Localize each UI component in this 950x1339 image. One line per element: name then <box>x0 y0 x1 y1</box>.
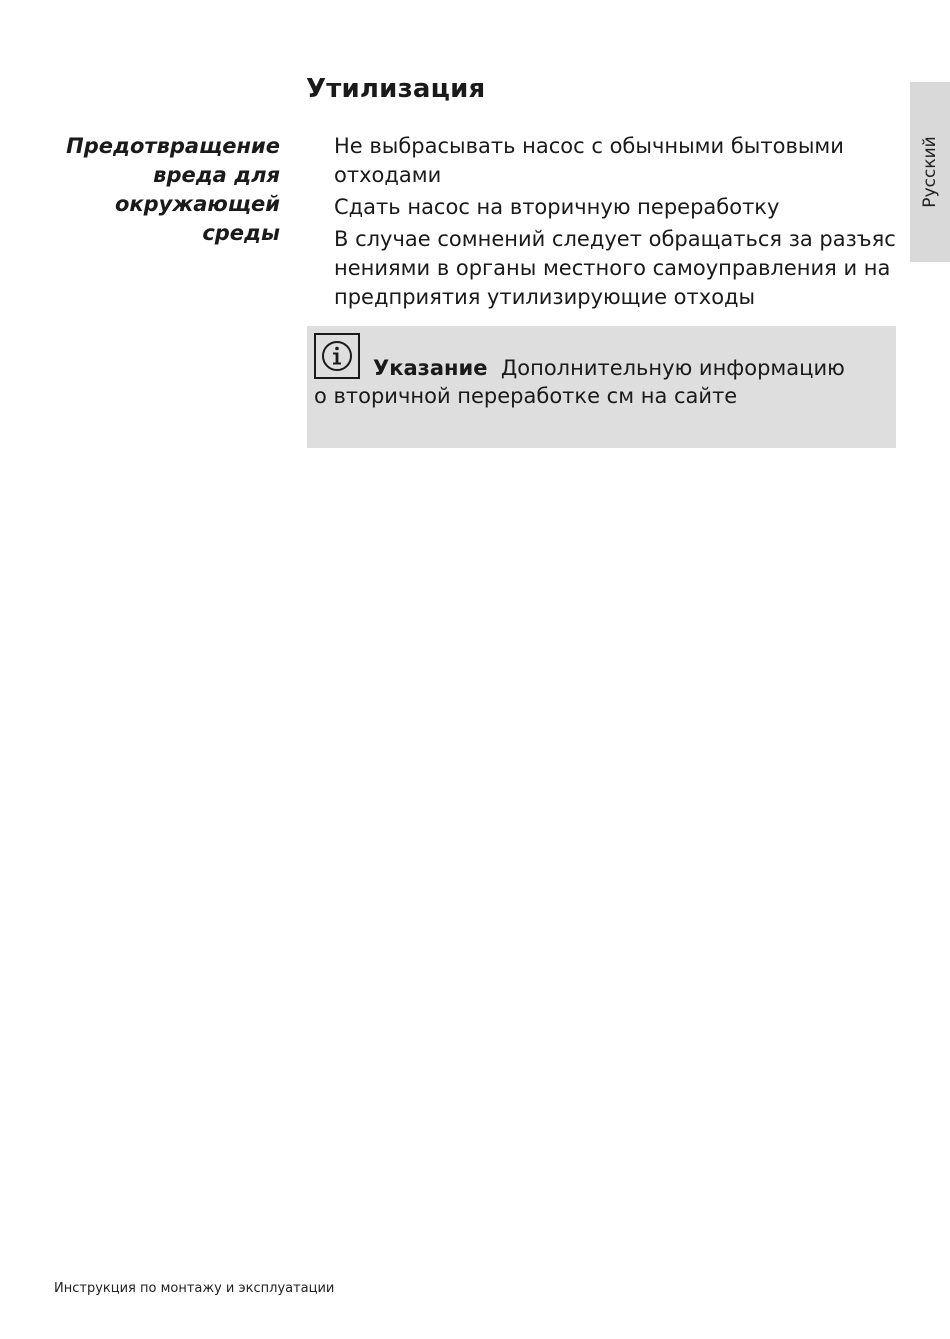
note-box <box>307 326 896 448</box>
list-item-line: нениями в органы местного самоуправления и на <box>334 256 891 280</box>
list-item-line: В случае сомнений следует обращаться за разъяс <box>334 227 896 251</box>
list-item-line: Сдать насос на вторичную переработку <box>334 195 780 219</box>
list-item <box>334 132 904 190</box>
page-title: Утилизация <box>306 74 486 104</box>
page-footer: Инструкция по монтажу и эксплуатации <box>54 1281 335 1296</box>
section-heading-line: вреда для <box>153 163 280 187</box>
section-heading <box>40 132 280 248</box>
language-tab-label: Русский <box>920 136 940 208</box>
note-label: Указание <box>373 356 488 380</box>
section-heading-line: среды <box>202 221 280 245</box>
note-text: Дополнительную информацию <box>500 356 845 380</box>
section-heading-line: Предотвращение <box>66 134 280 158</box>
list-item-line: отходами <box>334 163 442 187</box>
list-item-line: предприятия утилизирующие отходы <box>334 285 756 309</box>
list-item <box>334 225 904 312</box>
language-tab <box>910 82 950 262</box>
note-first-line <box>373 354 845 383</box>
instruction-list <box>334 132 904 315</box>
list-item <box>334 193 904 222</box>
section-heading-line: окружающей <box>114 192 280 216</box>
note-text-line2: о вторичной переработке см на сайте <box>314 384 738 408</box>
info-icon <box>314 333 360 379</box>
list-item-line: Не выбрасывать насос с обычными бытовыми <box>334 134 844 158</box>
